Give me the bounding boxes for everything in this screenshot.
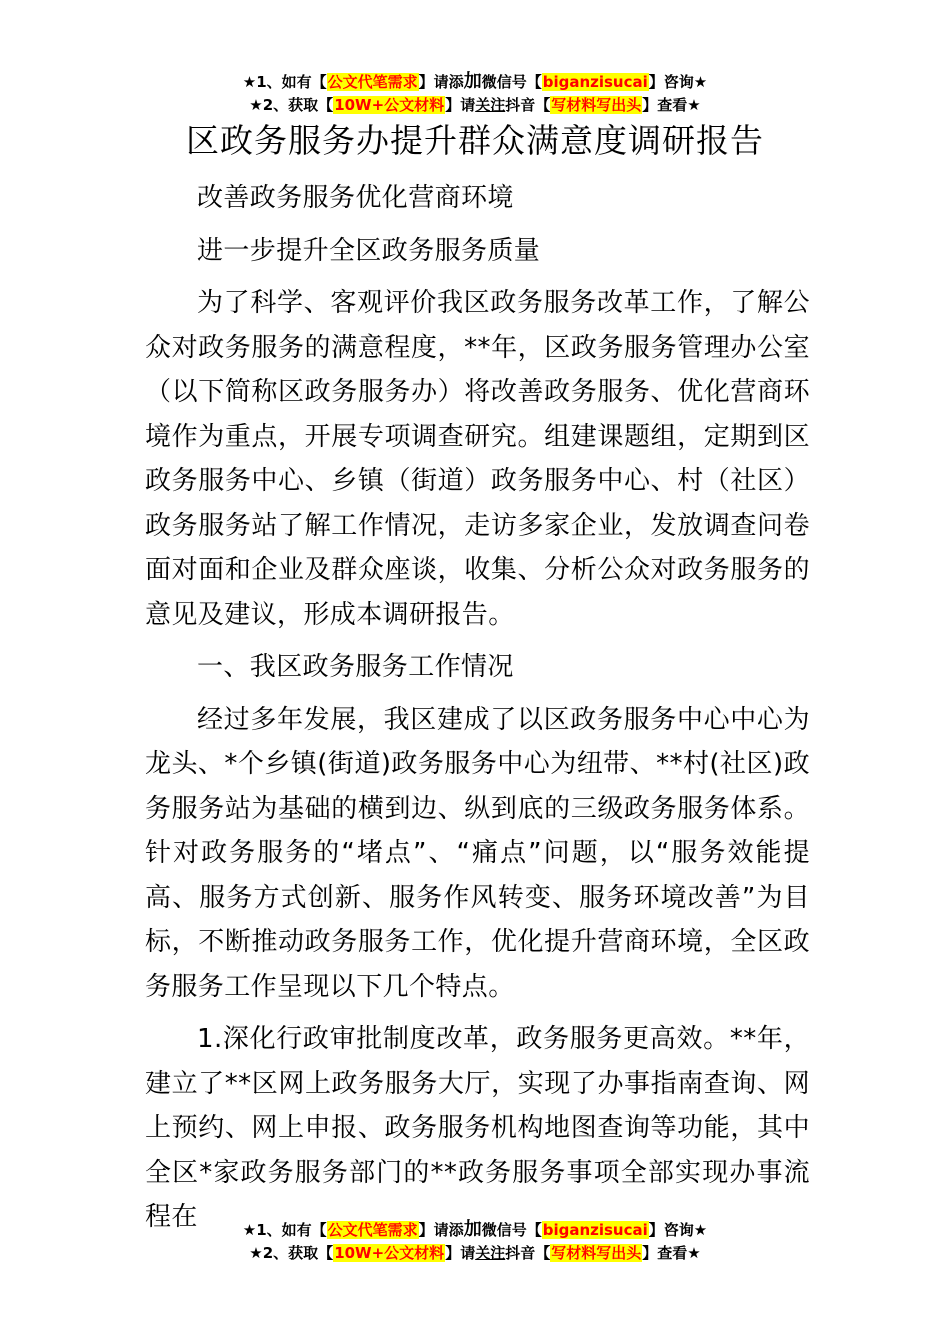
- promo-banner-top: [0, 70, 950, 117]
- highlight-writing-service: 公文代笔需求: [327, 73, 418, 91]
- highlight-materials: 10W+公文材料: [334, 1244, 445, 1262]
- promo-line-2: ★2、获取【10W+公文材料】请关注抖音【写材料写出头】查看★: [249, 96, 701, 114]
- promo-line-1: ★1、如有【公文代笔需求】请添加微信号【biganzisucai】咨询★: [242, 1219, 708, 1240]
- document-title: 区政务服务办提升群众满意度调研报告: [186, 121, 764, 160]
- section-heading-1: 一、我区政务服务工作情况: [197, 652, 514, 682]
- subtitle-2: 进一步提升全区政务服务质量: [197, 235, 541, 266]
- highlight-writing-service: 公文代笔需求: [327, 1221, 418, 1239]
- subtitle-1: 改善政务服务优化营商环境: [197, 183, 514, 213]
- highlight-materials: 10W+公文材料: [334, 96, 445, 114]
- paragraph-intro: 为了科学、客观评价我区政务服务改革工作，了解公众对政务服务的满意程度，**年，区政务服务管理办公室（以下简称区政务服务办）将改善政务服务、优化营商环境作为重点，开展专项调查研究。组建课题组，定期到区政务服务中心、乡镇（街道）政务服务中心、村（社区）政务服务站了解工作情况，走访多家企业，发放调查问卷面对面和企业及群众座谈，收集、分析公众对政务服务的意见及建议，形成本调研报告。: [145, 288, 810, 630]
- promo-line-1: ★1、如有【公文代笔需求】请添加微信号【biganzisucai】咨询★: [242, 71, 708, 92]
- highlight-douyin-account: 写材料写出头: [551, 1244, 642, 1262]
- highlight-wechat-id: biganzisucai: [542, 73, 648, 91]
- highlight-wechat-id: biganzisucai: [542, 1221, 648, 1239]
- promo-line-2: ★2、获取【10W+公文材料】请关注抖音【写材料写出头】查看★: [249, 1244, 701, 1262]
- paragraph-point-1: 1.深化行政审批制度改革，政务服务更高效。**年，建立了**区网上政务服务大厅，实现了办事指南查询、网上预约、网上申报、政务服务机构地图查询等功能，其中全区*家政务服务部门的**政务服务事项全部实现办事流程在: [145, 1024, 810, 1232]
- highlight-douyin-account: 写材料写出头: [551, 96, 642, 114]
- document-body: [145, 176, 810, 1240]
- paragraph-overview: 经过多年发展，我区建成了以区政务服务中心中心为龙头、*个乡镇(街道)政务服务中心为纽带、**村(社区)政务服务站为基础的横到边、纵到底的三级政务服务体系。针对政务服务的“堵点”、“痛点”问题，以“服务效能提高、服务方式创新、服务作风转变、服务环境改善”为目标，不断推动政务服务工作，优化提升营商环境，全区政务服务工作呈现以下几个特点。: [145, 704, 810, 1002]
- promo-banner-bottom: [0, 1218, 950, 1265]
